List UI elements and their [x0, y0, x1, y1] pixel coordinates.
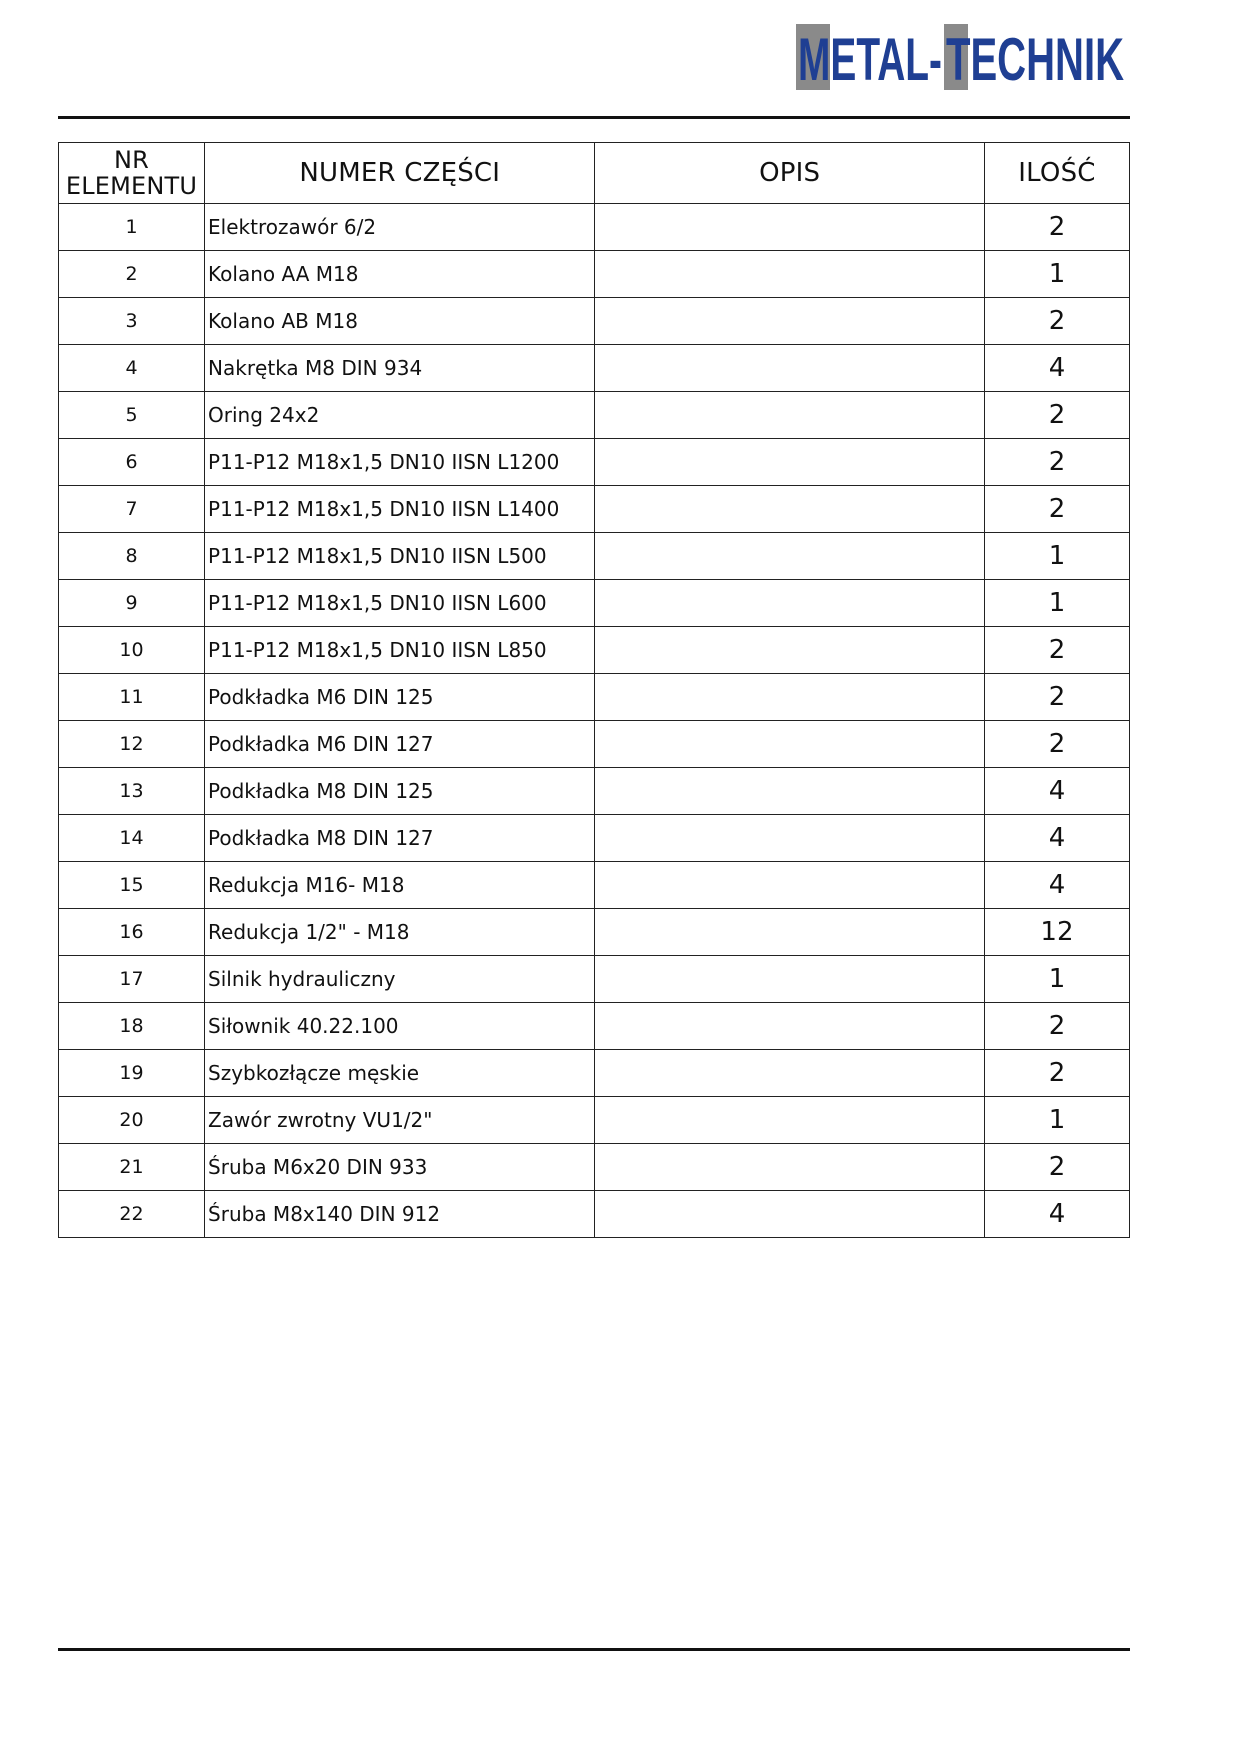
cell-element-number: 5: [59, 392, 205, 439]
cell-description: [595, 251, 984, 298]
header-description: OPIS: [595, 143, 984, 204]
cell-element-number: 2: [59, 251, 205, 298]
cell-part-number: Oring 24x2: [205, 392, 595, 439]
header-divider: [58, 116, 1130, 119]
cell-quantity: 2: [984, 674, 1129, 721]
table-header-row: [59, 143, 1130, 204]
cell-element-number: 3: [59, 298, 205, 345]
logo-text-left: METAL-: [798, 26, 942, 92]
cell-element-number: 12: [59, 721, 205, 768]
cell-part-number: P11-P12 M18x1,5 DN10 IISN L500: [205, 533, 595, 580]
header-nr-line2: ELEMENTU: [65, 172, 198, 200]
cell-quantity: 4: [984, 862, 1129, 909]
cell-part-number: P11-P12 M18x1,5 DN10 IISN L850: [205, 627, 595, 674]
cell-element-number: 10: [59, 627, 205, 674]
table-row: [59, 721, 1130, 768]
cell-quantity: 2: [984, 1050, 1129, 1097]
cell-description: [595, 815, 984, 862]
cell-description: [595, 486, 984, 533]
cell-quantity: 2: [984, 204, 1129, 251]
cell-element-number: 11: [59, 674, 205, 721]
table-row: [59, 674, 1130, 721]
cell-part-number: Podkładka M6 DIN 127: [205, 721, 595, 768]
cell-element-number: 21: [59, 1144, 205, 1191]
table-row: [59, 486, 1130, 533]
cell-element-number: 22: [59, 1191, 205, 1238]
metal-technik-logo-graphic: [796, 22, 1126, 92]
cell-quantity: 4: [984, 345, 1129, 392]
table-body: [59, 204, 1130, 1238]
header-quantity: ILOŚĆ: [984, 143, 1129, 204]
cell-part-number: Redukcja 1/2" - M18: [205, 909, 595, 956]
cell-part-number: Śruba M8x140 DIN 912: [205, 1191, 595, 1238]
footer-divider: [58, 1648, 1130, 1651]
cell-part-number: Podkładka M8 DIN 125: [205, 768, 595, 815]
cell-description: [595, 439, 984, 486]
table-row: [59, 392, 1130, 439]
cell-description: [595, 862, 984, 909]
cell-part-number: Silnik hydrauliczny: [205, 956, 595, 1003]
table-row: [59, 1144, 1130, 1191]
table-row: [59, 1191, 1130, 1238]
cell-element-number: 16: [59, 909, 205, 956]
cell-description: [595, 909, 984, 956]
table-row: [59, 439, 1130, 486]
header-part-number: NUMER CZĘŚCI: [205, 143, 595, 204]
table-row: [59, 204, 1130, 251]
cell-part-number: Siłownik 40.22.100: [205, 1003, 595, 1050]
cell-element-number: 17: [59, 956, 205, 1003]
table-row: [59, 815, 1130, 862]
parts-list-table: [58, 142, 1130, 1238]
cell-description: [595, 392, 984, 439]
cell-element-number: 4: [59, 345, 205, 392]
cell-description: [595, 1191, 984, 1238]
cell-quantity: 2: [984, 392, 1129, 439]
table-row: [59, 956, 1130, 1003]
cell-quantity: 1: [984, 580, 1129, 627]
cell-element-number: 1: [59, 204, 205, 251]
cell-quantity: 2: [984, 1144, 1129, 1191]
header-element-number: [59, 143, 205, 204]
cell-part-number: P11-P12 M18x1,5 DN10 IISN L600: [205, 580, 595, 627]
cell-part-number: P11-P12 M18x1,5 DN10 IISN L1200: [205, 439, 595, 486]
cell-element-number: 13: [59, 768, 205, 815]
cell-description: [595, 1050, 984, 1097]
cell-part-number: Kolano AB M18: [205, 298, 595, 345]
company-logo: [796, 22, 1126, 92]
table-row: [59, 1097, 1130, 1144]
header-nr-line1: NR: [114, 146, 150, 174]
cell-quantity: 1: [984, 956, 1129, 1003]
cell-description: [595, 533, 984, 580]
cell-quantity: 4: [984, 1191, 1129, 1238]
cell-part-number: Nakrętka M8 DIN 934: [205, 345, 595, 392]
table-row: [59, 768, 1130, 815]
cell-quantity: 2: [984, 298, 1129, 345]
logo-text-right: TECHNIK: [946, 26, 1124, 92]
cell-description: [595, 580, 984, 627]
cell-description: [595, 1097, 984, 1144]
table-row: [59, 298, 1130, 345]
table-row: [59, 580, 1130, 627]
cell-description: [595, 956, 984, 1003]
cell-part-number: Podkładka M6 DIN 125: [205, 674, 595, 721]
cell-element-number: 18: [59, 1003, 205, 1050]
table-row: [59, 909, 1130, 956]
cell-quantity: 2: [984, 486, 1129, 533]
cell-element-number: 20: [59, 1097, 205, 1144]
cell-description: [595, 345, 984, 392]
table-row: [59, 862, 1130, 909]
table-row: [59, 345, 1130, 392]
cell-quantity: 4: [984, 768, 1129, 815]
cell-description: [595, 1144, 984, 1191]
cell-description: [595, 674, 984, 721]
cell-part-number: Zawór zwrotny VU1/2": [205, 1097, 595, 1144]
cell-element-number: 19: [59, 1050, 205, 1097]
cell-part-number: Kolano AA M18: [205, 251, 595, 298]
cell-part-number: Szybkozłącze męskie: [205, 1050, 595, 1097]
cell-part-number: Elektrozawór 6/2: [205, 204, 595, 251]
cell-quantity: 2: [984, 439, 1129, 486]
cell-description: [595, 204, 984, 251]
table-row: [59, 1003, 1130, 1050]
table-row: [59, 1050, 1130, 1097]
cell-part-number: Redukcja M16- M18: [205, 862, 595, 909]
cell-description: [595, 721, 984, 768]
cell-part-number: Podkładka M8 DIN 127: [205, 815, 595, 862]
cell-quantity: 2: [984, 721, 1129, 768]
cell-quantity: 1: [984, 1097, 1129, 1144]
cell-description: [595, 768, 984, 815]
cell-quantity: 2: [984, 1003, 1129, 1050]
cell-element-number: 8: [59, 533, 205, 580]
cell-part-number: Śruba M6x20 DIN 933: [205, 1144, 595, 1191]
cell-element-number: 14: [59, 815, 205, 862]
cell-description: [595, 298, 984, 345]
cell-quantity: 1: [984, 251, 1129, 298]
table-row: [59, 251, 1130, 298]
cell-quantity: 2: [984, 627, 1129, 674]
cell-element-number: 9: [59, 580, 205, 627]
cell-element-number: 7: [59, 486, 205, 533]
cell-description: [595, 627, 984, 674]
cell-element-number: 15: [59, 862, 205, 909]
cell-quantity: 1: [984, 533, 1129, 580]
cell-part-number: P11-P12 M18x1,5 DN10 IISN L1400: [205, 486, 595, 533]
cell-quantity: 4: [984, 815, 1129, 862]
table-row: [59, 533, 1130, 580]
cell-quantity: 12: [984, 909, 1129, 956]
cell-description: [595, 1003, 984, 1050]
cell-element-number: 6: [59, 439, 205, 486]
table-row: [59, 627, 1130, 674]
